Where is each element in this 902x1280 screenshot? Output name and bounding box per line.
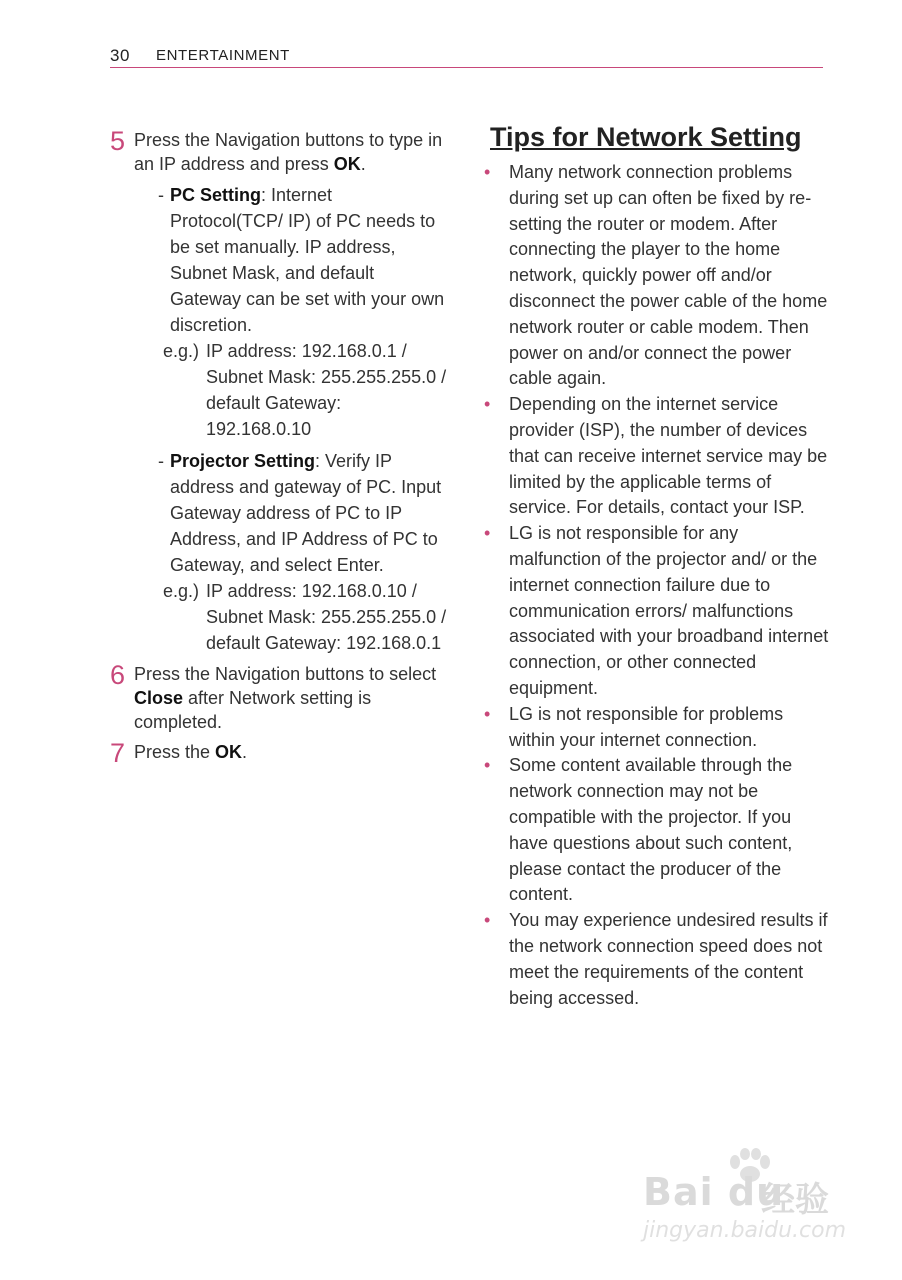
section-title: ENTERTAINMENT (156, 47, 290, 64)
step-7 (110, 738, 450, 768)
watermark-url: jingyan.baidu.com (643, 1218, 847, 1243)
pc-setting-text: : Internet Protocol(TCP/ IP) of PC needs to be set manually. IP address, Subnet Mask, and default Gateway can be set with your own discretion. (170, 185, 445, 335)
watermark-logo: Bai du (643, 1170, 785, 1214)
page-header (110, 44, 823, 68)
pc-setting-item: - PC Setting: Internet Protocol(TCP/ IP) of PC needs to be set manually. IP address, Subnet Mask, and default Gateway can be set with your own discretion. e.g.) IP address: 192.168.0.1 / Subnet Mask: 255.255.255.0 / default Gateway: 192.168.0.10 (134, 182, 450, 442)
bullet-icon: • (484, 394, 491, 415)
list-item: • LG is not responsible for any malfunction of the projector and/ or the internet connection failure due to communication errors/ malfunctions associated with your broadband internet connection, or other connected equipment. (484, 523, 829, 698)
bullet-icon: • (484, 523, 491, 544)
projector-setting-item: - Projector Setting: Verify IP address and gateway of PC. Input Gateway address of PC to IP Address, and IP Address of PC to Gateway, and select Enter. e.g.) IP address: 192.168.0.10 / Subnet Mask: 255.255.255.0 / default Gateway: 192.168.0.1 (134, 448, 450, 656)
step-text: Press the Navigation buttons to type in an IP address and press OK. (134, 130, 443, 174)
pc-setting-title: PC Setting (170, 185, 262, 205)
list-item: • You may experience undesired results if the network connection speed does not meet the requirements of the content being accessed. (484, 910, 828, 1008)
list-item: • Some content available through the network connection may not be compatible with the projector. If you have questions about such content, please contact the producer of the content. (484, 755, 793, 905)
step-text: Press the OK. (134, 742, 248, 762)
step-text: Press the Navigation buttons to select Close after Network setting is completed. (134, 664, 437, 732)
step-number: 7 (110, 738, 126, 768)
list-item: • LG is not responsible for problems within your internet connection. (484, 703, 784, 750)
instructions-column (110, 128, 450, 770)
watermark-cn: 经验 (761, 1181, 829, 1219)
step-5 (110, 128, 450, 656)
page-number: 30 (110, 46, 130, 65)
pc-setting-example: e.g.) IP address: 192.168.0.1 / Subnet Mask: 255.255.255.0 / default Gateway: 192.168.0.10 (163, 341, 447, 439)
bullet-icon: • (484, 910, 491, 931)
baidu-watermark (643, 1148, 849, 1248)
projector-setting-title: Projector Setting (170, 451, 316, 471)
projector-setting-example: e.g.) IP address: 192.168.0.10 / Subnet Mask: 255.255.255.0 / default Gateway: 192.168.0.1 (163, 581, 447, 653)
tips-heading: Tips for Network Setting (490, 122, 802, 152)
list-item: • Depending on the internet service provider (ISP), the number of devices that can receive internet service may be limited by the applicable terms of service. For details, contact your ISP. (484, 394, 828, 518)
step-number: 5 (110, 126, 126, 156)
bullet-icon: • (484, 755, 491, 776)
projector-setting-text: : Verify IP address and gateway of PC. Input Gateway address of PC to IP Address, and IP Address of PC to Gateway, and select Enter. (170, 451, 442, 575)
tips-list (486, 160, 831, 1011)
bullet-icon: • (484, 162, 491, 182)
step-6 (110, 662, 450, 734)
bullet-icon: • (484, 703, 491, 724)
list-item: • Many network connection problems during set up can often be fixed by re-setting the router or modem. After connecting the player to the home network, quickly power off and/or disconnect the power cable of the home network router or cable modem. Then power on and/or connect the power cable again. (484, 162, 828, 389)
tips-column (486, 118, 831, 1011)
step-number: 6 (110, 660, 126, 690)
